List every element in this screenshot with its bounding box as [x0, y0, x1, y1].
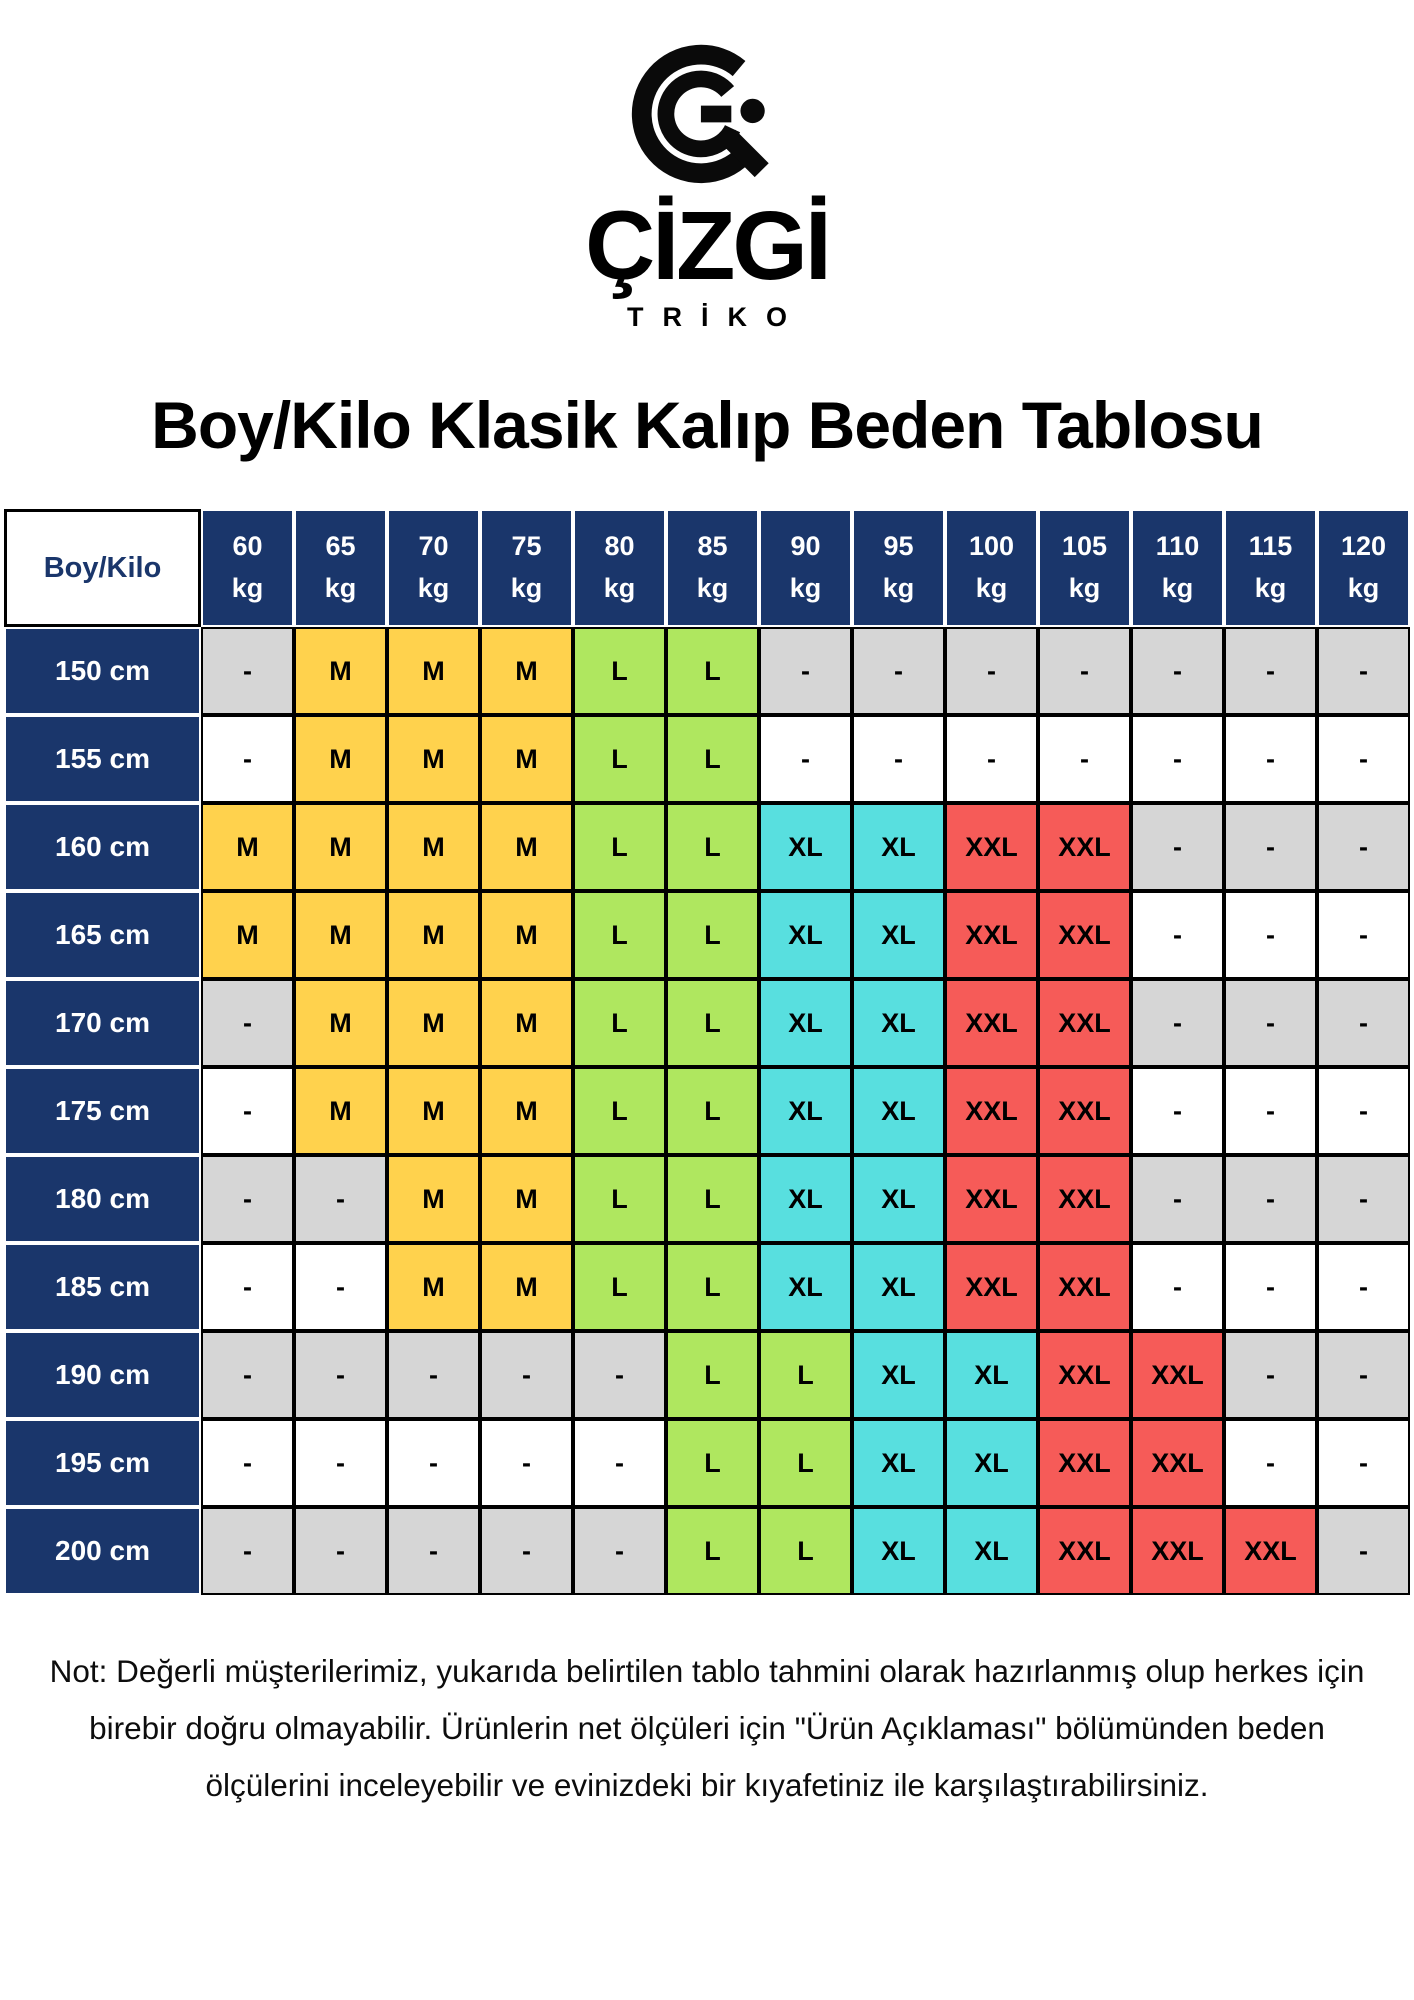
col-header-value: 100	[968, 531, 1015, 562]
table-row	[4, 1067, 1410, 1155]
size-cell: L	[573, 979, 666, 1067]
size-cell: XL	[852, 1155, 945, 1243]
row-header-180-cm: 180 cm	[4, 1155, 201, 1243]
table-row	[4, 1243, 1410, 1331]
size-cell: -	[1224, 803, 1317, 891]
size-cell: -	[201, 1331, 294, 1419]
size-cell: XL	[759, 1067, 852, 1155]
size-cell: L	[666, 1067, 759, 1155]
size-cell: -	[1224, 1067, 1317, 1155]
size-cell: M	[387, 979, 480, 1067]
size-cell: XL	[852, 803, 945, 891]
row-header-175-cm: 175 cm	[4, 1067, 201, 1155]
col-header-unit: kg	[696, 573, 729, 604]
size-cell: -	[294, 1419, 387, 1507]
row-header-150-cm: 150 cm	[4, 627, 201, 715]
col-header-60kg	[201, 509, 294, 627]
size-cell: XL	[759, 1243, 852, 1331]
col-header-95kg	[852, 509, 945, 627]
col-header-120kg	[1317, 509, 1410, 627]
brand-header	[0, 0, 1414, 333]
size-cell: L	[666, 891, 759, 979]
size-cell: XXL	[945, 979, 1038, 1067]
col-header-unit: kg	[882, 573, 915, 604]
size-cell: L	[573, 1243, 666, 1331]
size-cell: -	[1224, 1243, 1317, 1331]
size-cell: -	[1224, 627, 1317, 715]
size-cell: -	[1224, 1155, 1317, 1243]
size-cell: M	[387, 715, 480, 803]
size-cell: -	[1131, 715, 1224, 803]
row-header-155-cm: 155 cm	[4, 715, 201, 803]
size-cell: -	[1131, 1243, 1224, 1331]
col-header-value: 75	[511, 531, 542, 562]
col-header-65kg	[294, 509, 387, 627]
size-cell: L	[666, 1419, 759, 1507]
col-header-100kg	[945, 509, 1038, 627]
size-cell: -	[1224, 891, 1317, 979]
table-row	[4, 715, 1410, 803]
size-cell: M	[294, 627, 387, 715]
row-header-185-cm: 185 cm	[4, 1243, 201, 1331]
table-row	[4, 1507, 1410, 1595]
size-cell: XXL	[1038, 1155, 1131, 1243]
size-cell: -	[852, 627, 945, 715]
size-cell: L	[666, 627, 759, 715]
row-header-160-cm: 160 cm	[4, 803, 201, 891]
size-cell: -	[387, 1331, 480, 1419]
size-cell: XL	[852, 1243, 945, 1331]
size-cell: L	[573, 1155, 666, 1243]
col-header-110kg	[1131, 509, 1224, 627]
size-cell: -	[1317, 1419, 1410, 1507]
size-cell: XL	[945, 1331, 1038, 1419]
size-cell: L	[573, 715, 666, 803]
size-cell: -	[1131, 891, 1224, 979]
size-cell: -	[852, 715, 945, 803]
size-cell: -	[294, 1155, 387, 1243]
col-header-value: 90	[790, 531, 821, 562]
size-cell: -	[1317, 627, 1410, 715]
table-row	[4, 979, 1410, 1067]
size-cell: M	[387, 1243, 480, 1331]
size-cell: -	[1317, 715, 1410, 803]
size-cell: -	[1131, 1155, 1224, 1243]
size-cell: -	[1317, 803, 1410, 891]
size-cell: -	[201, 1067, 294, 1155]
size-cell: XL	[945, 1419, 1038, 1507]
col-header-90kg	[759, 509, 852, 627]
size-cell: -	[294, 1507, 387, 1595]
col-header-value: 85	[697, 531, 728, 562]
size-cell: L	[666, 1507, 759, 1595]
size-cell: -	[201, 1155, 294, 1243]
size-cell: XXL	[1131, 1419, 1224, 1507]
table-row	[4, 1419, 1410, 1507]
size-cell: -	[1317, 891, 1410, 979]
size-cell: XL	[759, 891, 852, 979]
size-cell: L	[666, 979, 759, 1067]
size-cell: -	[387, 1507, 480, 1595]
size-cell: M	[480, 979, 573, 1067]
table-row	[4, 891, 1410, 979]
size-cell: -	[759, 715, 852, 803]
size-cell: L	[666, 715, 759, 803]
size-cell: -	[573, 1419, 666, 1507]
size-cell: XXL	[1038, 1331, 1131, 1419]
size-cell: XL	[852, 1331, 945, 1419]
size-cell: M	[201, 891, 294, 979]
col-header-value: 60	[232, 531, 263, 562]
footer-note: Not: Değerli müşterilerimiz, yukarıda belirtilen tablo tahmini olarak hazırlanmış olup herkes için birebir doğru olmayabilir. Ürünlerin net ölçüleri için "Ürün Açıklaması" bölümünden beden ölçülerini inceleyebilir ve evinizdeki bir kıyafetiniz ile karşılaştırabilirsiniz.	[49, 1653, 1365, 1803]
size-cell: -	[480, 1507, 573, 1595]
size-cell: L	[759, 1507, 852, 1595]
size-cell: XXL	[945, 891, 1038, 979]
size-cell: M	[480, 891, 573, 979]
size-cell: -	[201, 627, 294, 715]
table-row	[4, 1331, 1410, 1419]
size-cell: M	[480, 1243, 573, 1331]
size-cell: L	[666, 1155, 759, 1243]
size-cell: M	[294, 715, 387, 803]
size-cell: -	[1317, 1243, 1410, 1331]
size-cell: -	[1317, 1507, 1410, 1595]
size-cell: -	[1317, 1331, 1410, 1419]
size-cell: -	[480, 1331, 573, 1419]
size-cell: -	[201, 715, 294, 803]
table-header-row	[4, 509, 1410, 627]
size-cell: -	[1224, 979, 1317, 1067]
row-header-190-cm: 190 cm	[4, 1331, 201, 1419]
size-cell: M	[201, 803, 294, 891]
size-cell: XXL	[1038, 803, 1131, 891]
size-cell: M	[387, 1155, 480, 1243]
size-cell: -	[573, 1507, 666, 1595]
size-cell: L	[759, 1419, 852, 1507]
size-cell: M	[294, 979, 387, 1067]
size-cell: M	[294, 891, 387, 979]
size-cell: -	[1131, 1067, 1224, 1155]
size-cell: XXL	[1131, 1331, 1224, 1419]
table-row	[4, 627, 1410, 715]
size-cell: L	[666, 1243, 759, 1331]
size-cell: XL	[759, 803, 852, 891]
size-cell: XXL	[1038, 1067, 1131, 1155]
size-cell: XL	[852, 891, 945, 979]
size-cell: XXL	[1131, 1507, 1224, 1595]
brand-name: ÇİZGİ	[585, 191, 829, 300]
size-cell: M	[480, 803, 573, 891]
size-cell: -	[1038, 715, 1131, 803]
size-cell: M	[294, 1067, 387, 1155]
size-cell: -	[201, 1243, 294, 1331]
size-cell: XXL	[1038, 979, 1131, 1067]
size-cell: XL	[945, 1507, 1038, 1595]
size-cell: -	[573, 1331, 666, 1419]
size-cell: XXL	[1038, 891, 1131, 979]
size-cell: M	[387, 803, 480, 891]
corner-cell-boy-kilo: Boy/Kilo	[4, 509, 201, 627]
col-header-75kg	[480, 509, 573, 627]
size-cell: L	[573, 1067, 666, 1155]
size-cell: -	[1224, 1419, 1317, 1507]
size-cell: XL	[852, 1067, 945, 1155]
col-header-unit: kg	[975, 573, 1008, 604]
size-cell: L	[759, 1331, 852, 1419]
size-cell: XL	[759, 1155, 852, 1243]
size-cell: -	[1224, 715, 1317, 803]
size-cell: -	[1038, 627, 1131, 715]
size-cell: -	[1317, 979, 1410, 1067]
size-cell: M	[480, 1067, 573, 1155]
size-cell: M	[294, 803, 387, 891]
size-cell: -	[387, 1419, 480, 1507]
size-chart-table	[4, 509, 1410, 1595]
size-cell: -	[1131, 979, 1224, 1067]
size-cell: XXL	[945, 1067, 1038, 1155]
size-cell: -	[1131, 803, 1224, 891]
col-header-value: 115	[1248, 531, 1293, 562]
size-cell: -	[201, 1507, 294, 1595]
col-header-unit: kg	[789, 573, 822, 604]
size-cell: XL	[852, 1507, 945, 1595]
col-header-unit: kg	[1161, 573, 1194, 604]
col-header-unit: kg	[1068, 573, 1101, 604]
size-cell: -	[945, 627, 1038, 715]
size-cell: XXL	[945, 803, 1038, 891]
size-cell: L	[573, 803, 666, 891]
size-cell: XXL	[945, 1155, 1038, 1243]
size-cell: L	[573, 891, 666, 979]
size-cell: XL	[852, 1419, 945, 1507]
size-cell: L	[666, 1331, 759, 1419]
col-header-unit: kg	[324, 573, 357, 604]
col-header-value: 65	[325, 531, 356, 562]
cizgi-monogram-icon	[631, 38, 783, 196]
size-cell: L	[666, 803, 759, 891]
row-header-200-cm: 200 cm	[4, 1507, 201, 1595]
size-cell: XXL	[945, 1243, 1038, 1331]
col-header-115kg	[1224, 509, 1317, 627]
row-header-165-cm: 165 cm	[4, 891, 201, 979]
col-header-105kg	[1038, 509, 1131, 627]
col-header-value: 120	[1340, 531, 1387, 562]
size-cell: XXL	[1038, 1243, 1131, 1331]
col-header-value: 105	[1061, 531, 1108, 562]
size-cell: -	[294, 1331, 387, 1419]
brand-subtitle: TRİKO	[627, 302, 806, 333]
size-cell: M	[387, 1067, 480, 1155]
table-row	[4, 803, 1410, 891]
col-header-unit: kg	[1254, 573, 1287, 604]
size-cell: M	[480, 627, 573, 715]
col-header-unit: kg	[231, 573, 264, 604]
size-cell: XXL	[1038, 1419, 1131, 1507]
row-header-195-cm: 195 cm	[4, 1419, 201, 1507]
col-header-unit: kg	[510, 573, 543, 604]
size-cell: -	[1317, 1067, 1410, 1155]
size-cell: -	[480, 1419, 573, 1507]
size-cell: XXL	[1224, 1507, 1317, 1595]
size-cell: -	[1131, 627, 1224, 715]
size-cell: -	[759, 627, 852, 715]
size-cell: M	[480, 1155, 573, 1243]
col-header-value: 110	[1155, 531, 1200, 562]
size-cell: -	[1317, 1155, 1410, 1243]
col-header-unit: kg	[1347, 573, 1380, 604]
size-cell: -	[945, 715, 1038, 803]
col-header-70kg	[387, 509, 480, 627]
size-cell: -	[201, 1419, 294, 1507]
size-cell: -	[1224, 1331, 1317, 1419]
size-cell: XXL	[1038, 1507, 1131, 1595]
size-cell: M	[387, 891, 480, 979]
row-header-170-cm: 170 cm	[4, 979, 201, 1067]
col-header-unit: kg	[603, 573, 636, 604]
col-header-80kg	[573, 509, 666, 627]
size-cell: -	[294, 1243, 387, 1331]
size-cell: M	[480, 715, 573, 803]
col-header-85kg	[666, 509, 759, 627]
col-header-value: 95	[883, 531, 914, 562]
col-header-value: 80	[604, 531, 635, 562]
size-cell: XL	[759, 979, 852, 1067]
col-header-unit: kg	[417, 573, 450, 604]
size-cell: M	[387, 627, 480, 715]
page-title: Boy/Kilo Klasik Kalıp Beden Tablosu	[151, 388, 1263, 463]
col-header-value: 70	[418, 531, 449, 562]
size-cell: -	[201, 979, 294, 1067]
size-cell: L	[573, 627, 666, 715]
table-row	[4, 1155, 1410, 1243]
size-cell: XL	[852, 979, 945, 1067]
